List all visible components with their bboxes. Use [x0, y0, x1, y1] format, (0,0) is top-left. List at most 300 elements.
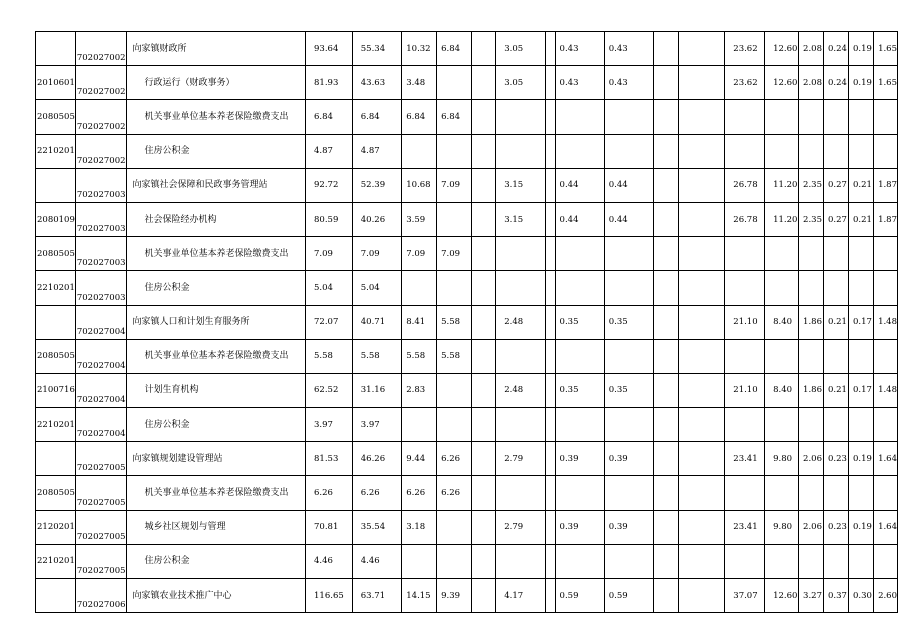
subject-code-cell: [36, 442, 76, 476]
amount-cell: [653, 100, 678, 134]
subject-code-cell: 2100716: [36, 373, 76, 407]
amount-cell: 4.87: [306, 134, 353, 168]
amount-cell: 0.43: [555, 66, 604, 100]
amount-cell: 52.39: [352, 168, 401, 202]
amount-cell: 2.48: [496, 373, 545, 407]
table-row: [36, 305, 898, 339]
amount-cell: [402, 134, 437, 168]
table-row: [36, 442, 898, 476]
amount-cell: 63.71: [352, 579, 401, 613]
amount-cell: [799, 100, 824, 134]
amount-cell: 3.05: [496, 66, 545, 100]
amount-cell: 0.39: [555, 510, 604, 544]
amount-cell: 0.39: [555, 442, 604, 476]
amount-cell: [799, 339, 824, 373]
item-name-cell: 向家镇规划建设管理站: [126, 442, 305, 476]
amount-cell: 9.80: [765, 510, 799, 544]
amount-cell: 23.62: [725, 32, 765, 66]
amount-cell: [496, 476, 545, 510]
amount-cell: 0.23: [824, 510, 849, 544]
amount-cell: [471, 579, 496, 613]
amount-cell: [824, 476, 849, 510]
amount-cell: 0.19: [848, 510, 873, 544]
amount-cell: [765, 271, 799, 305]
amount-cell: [848, 476, 873, 510]
amount-cell: [496, 271, 545, 305]
amount-cell: [555, 100, 604, 134]
amount-cell: [471, 408, 496, 442]
amount-cell: 6.26: [352, 476, 401, 510]
amount-cell: [653, 134, 678, 168]
amount-cell: 26.78: [725, 168, 765, 202]
amount-cell: 0.21: [824, 373, 849, 407]
amount-cell: 0.30: [848, 579, 873, 613]
amount-cell: 2.83: [402, 373, 437, 407]
amount-cell: [653, 339, 678, 373]
amount-cell: [555, 544, 604, 578]
amount-cell: [653, 237, 678, 271]
amount-cell: 2.35: [799, 168, 824, 202]
amount-cell: 5.58: [306, 339, 353, 373]
amount-cell: [545, 373, 555, 407]
unit-code-cell: 702027002: [75, 32, 126, 66]
amount-cell: 4.87: [352, 134, 401, 168]
amount-cell: [679, 100, 725, 134]
amount-cell: [471, 305, 496, 339]
amount-cell: [545, 544, 555, 578]
amount-cell: [824, 100, 849, 134]
amount-cell: 40.26: [352, 202, 401, 236]
amount-cell: 81.53: [306, 442, 353, 476]
amount-cell: [545, 476, 555, 510]
amount-cell: [545, 339, 555, 373]
amount-cell: 0.35: [604, 373, 653, 407]
item-name-cell: 向家镇人口和计划生育服务所: [126, 305, 305, 339]
amount-cell: [555, 476, 604, 510]
amount-cell: 6.26: [306, 476, 353, 510]
amount-cell: [824, 408, 849, 442]
amount-cell: [471, 476, 496, 510]
subject-code-cell: 2210201: [36, 408, 76, 442]
amount-cell: [545, 66, 555, 100]
amount-cell: [848, 271, 873, 305]
amount-cell: [471, 66, 496, 100]
amount-cell: 0.27: [824, 168, 849, 202]
amount-cell: [725, 408, 765, 442]
amount-cell: [765, 408, 799, 442]
amount-cell: [799, 237, 824, 271]
amount-cell: 12.60: [765, 32, 799, 66]
amount-cell: 10.32: [402, 32, 437, 66]
table-row: [36, 339, 898, 373]
amount-cell: [496, 339, 545, 373]
amount-cell: 3.18: [402, 510, 437, 544]
amount-cell: 0.44: [604, 202, 653, 236]
amount-cell: 0.43: [604, 32, 653, 66]
item-name-cell: 机关事业单位基本养老保险缴费支出: [126, 339, 305, 373]
amount-cell: 7.09: [437, 168, 472, 202]
amount-cell: [402, 271, 437, 305]
amount-cell: 5.58: [437, 339, 472, 373]
amount-cell: 1.86: [799, 305, 824, 339]
amount-cell: [679, 373, 725, 407]
table-row: [36, 66, 898, 100]
item-name-cell: 计划生育机构: [126, 373, 305, 407]
amount-cell: 7.09: [306, 237, 353, 271]
amount-cell: [848, 100, 873, 134]
amount-cell: 2.35: [799, 202, 824, 236]
amount-cell: [824, 271, 849, 305]
amount-cell: 116.65: [306, 579, 353, 613]
amount-cell: [799, 134, 824, 168]
amount-cell: [653, 408, 678, 442]
item-name-cell: 机关事业单位基本养老保险缴费支出: [126, 237, 305, 271]
amount-cell: [799, 476, 824, 510]
amount-cell: [496, 134, 545, 168]
subject-code-cell: 2080109: [36, 202, 76, 236]
amount-cell: 0.27: [824, 202, 849, 236]
amount-cell: [545, 168, 555, 202]
subject-code-cell: 2210201: [36, 544, 76, 578]
amount-cell: 0.44: [555, 202, 604, 236]
amount-cell: [653, 32, 678, 66]
subject-code-cell: [36, 32, 76, 66]
amount-cell: 92.72: [306, 168, 353, 202]
amount-cell: [765, 476, 799, 510]
amount-cell: [679, 134, 725, 168]
item-name-cell: 住房公积金: [126, 271, 305, 305]
table-row: [36, 373, 898, 407]
amount-cell: [471, 510, 496, 544]
item-name-cell: 住房公积金: [126, 134, 305, 168]
amount-cell: 0.59: [555, 579, 604, 613]
amount-cell: [679, 442, 725, 476]
amount-cell: [437, 66, 472, 100]
amount-cell: 0.35: [555, 305, 604, 339]
amount-cell: 0.35: [604, 305, 653, 339]
amount-cell: 8.40: [765, 373, 799, 407]
amount-cell: [604, 408, 653, 442]
amount-cell: 23.62: [725, 66, 765, 100]
unit-code-cell: 702027003: [75, 202, 126, 236]
amount-cell: 2.06: [799, 510, 824, 544]
amount-cell: [725, 237, 765, 271]
amount-cell: 0.39: [604, 442, 653, 476]
amount-cell: [874, 544, 898, 578]
unit-code-cell: 702027004: [75, 373, 126, 407]
amount-cell: 7.09: [352, 237, 401, 271]
item-name-cell: 机关事业单位基本养老保险缴费支出: [126, 476, 305, 510]
amount-cell: 0.21: [824, 305, 849, 339]
amount-cell: [471, 373, 496, 407]
table-row: [36, 134, 898, 168]
amount-cell: 6.26: [437, 442, 472, 476]
amount-cell: 0.19: [848, 32, 873, 66]
subject-code-cell: [36, 168, 76, 202]
amount-cell: 37.07: [725, 579, 765, 613]
table-row: [36, 579, 898, 613]
amount-cell: 12.60: [765, 66, 799, 100]
amount-cell: [848, 134, 873, 168]
amount-cell: [555, 134, 604, 168]
unit-code-cell: 702027003: [75, 271, 126, 305]
amount-cell: 55.34: [352, 32, 401, 66]
amount-cell: [874, 237, 898, 271]
amount-cell: [725, 476, 765, 510]
amount-cell: 3.05: [496, 32, 545, 66]
amount-cell: [471, 442, 496, 476]
amount-cell: [848, 544, 873, 578]
amount-cell: 2.79: [496, 510, 545, 544]
table-row: [36, 510, 898, 544]
amount-cell: 40.71: [352, 305, 401, 339]
amount-cell: 1.87: [874, 168, 898, 202]
table-row: [36, 237, 898, 271]
unit-code-cell: 702027003: [75, 237, 126, 271]
amount-cell: 0.21: [848, 168, 873, 202]
amount-cell: 6.84: [437, 32, 472, 66]
amount-cell: [824, 544, 849, 578]
amount-cell: [496, 408, 545, 442]
amount-cell: [679, 476, 725, 510]
amount-cell: 1.48: [874, 305, 898, 339]
amount-cell: 2.06: [799, 442, 824, 476]
amount-cell: 12.60: [765, 579, 799, 613]
item-name-cell: 住房公积金: [126, 408, 305, 442]
unit-code-cell: 702027004: [75, 305, 126, 339]
amount-cell: 0.35: [555, 373, 604, 407]
amount-cell: 0.44: [604, 168, 653, 202]
amount-cell: 9.80: [765, 442, 799, 476]
amount-cell: [604, 476, 653, 510]
amount-cell: 23.41: [725, 510, 765, 544]
amount-cell: [555, 271, 604, 305]
amount-cell: 4.46: [306, 544, 353, 578]
amount-cell: 21.10: [725, 305, 765, 339]
amount-cell: [653, 373, 678, 407]
item-name-cell: 向家镇社会保障和民政事务管理站: [126, 168, 305, 202]
amount-cell: [679, 271, 725, 305]
amount-cell: 4.17: [496, 579, 545, 613]
amount-cell: 2.48: [496, 305, 545, 339]
amount-cell: [471, 339, 496, 373]
amount-cell: [471, 134, 496, 168]
amount-cell: [437, 271, 472, 305]
amount-cell: 3.97: [352, 408, 401, 442]
amount-cell: 7.09: [402, 237, 437, 271]
amount-cell: [874, 339, 898, 373]
amount-cell: 0.23: [824, 442, 849, 476]
amount-cell: [545, 202, 555, 236]
amount-cell: [679, 168, 725, 202]
amount-cell: [679, 32, 725, 66]
amount-cell: 3.97: [306, 408, 353, 442]
amount-cell: 5.04: [306, 271, 353, 305]
amount-cell: [604, 134, 653, 168]
amount-cell: [653, 168, 678, 202]
amount-cell: 1.64: [874, 510, 898, 544]
amount-cell: 80.59: [306, 202, 353, 236]
amount-cell: 2.79: [496, 442, 545, 476]
unit-code-cell: 702027006: [75, 579, 126, 613]
unit-code-cell: 702027002: [75, 100, 126, 134]
amount-cell: [799, 408, 824, 442]
unit-code-cell: 702027002: [75, 134, 126, 168]
amount-cell: [545, 510, 555, 544]
amount-cell: [471, 168, 496, 202]
amount-cell: 14.15: [402, 579, 437, 613]
item-name-cell: 行政运行（财政事务）: [126, 66, 305, 100]
amount-cell: [848, 339, 873, 373]
amount-cell: 11.20: [765, 202, 799, 236]
unit-code-cell: 702027005: [75, 544, 126, 578]
amount-cell: 6.84: [352, 100, 401, 134]
table-row: [36, 476, 898, 510]
amount-cell: 9.39: [437, 579, 472, 613]
amount-cell: 9.44: [402, 442, 437, 476]
amount-cell: [824, 134, 849, 168]
amount-cell: 26.78: [725, 202, 765, 236]
amount-cell: [437, 408, 472, 442]
amount-cell: [799, 271, 824, 305]
amount-cell: [874, 271, 898, 305]
amount-cell: [437, 544, 472, 578]
amount-cell: [545, 579, 555, 613]
amount-cell: 6.84: [306, 100, 353, 134]
subject-code-cell: 2210201: [36, 134, 76, 168]
amount-cell: 0.59: [604, 579, 653, 613]
amount-cell: [874, 408, 898, 442]
amount-cell: 5.58: [437, 305, 472, 339]
amount-cell: 0.21: [848, 202, 873, 236]
unit-code-cell: 702027002: [75, 66, 126, 100]
amount-cell: 10.68: [402, 168, 437, 202]
amount-cell: [799, 544, 824, 578]
subject-code-cell: 2120201: [36, 510, 76, 544]
amount-cell: [725, 339, 765, 373]
amount-cell: [679, 202, 725, 236]
unit-code-cell: 702027004: [75, 408, 126, 442]
amount-cell: [874, 476, 898, 510]
amount-cell: [437, 510, 472, 544]
amount-cell: [765, 134, 799, 168]
amount-cell: [604, 339, 653, 373]
amount-cell: [471, 271, 496, 305]
amount-cell: [679, 544, 725, 578]
subject-code-cell: [36, 305, 76, 339]
amount-cell: 81.93: [306, 66, 353, 100]
amount-cell: [679, 408, 725, 442]
amount-cell: [653, 202, 678, 236]
amount-cell: 21.10: [725, 373, 765, 407]
amount-cell: 31.16: [352, 373, 401, 407]
amount-cell: [653, 544, 678, 578]
amount-cell: [496, 100, 545, 134]
amount-cell: [653, 66, 678, 100]
amount-cell: [653, 579, 678, 613]
amount-cell: 70.81: [306, 510, 353, 544]
amount-cell: 0.17: [848, 305, 873, 339]
subject-code-cell: 2080505: [36, 100, 76, 134]
amount-cell: [765, 339, 799, 373]
unit-code-cell: 702027005: [75, 476, 126, 510]
unit-code-cell: 702027005: [75, 442, 126, 476]
subject-code-cell: 2010601: [36, 66, 76, 100]
amount-cell: [545, 408, 555, 442]
amount-cell: [679, 510, 725, 544]
amount-cell: [765, 100, 799, 134]
amount-cell: 3.48: [402, 66, 437, 100]
amount-cell: [402, 408, 437, 442]
amount-cell: 5.04: [352, 271, 401, 305]
amount-cell: 1.87: [874, 202, 898, 236]
amount-cell: 46.26: [352, 442, 401, 476]
item-name-cell: 向家镇农业技术推广中心: [126, 579, 305, 613]
budget-table: [35, 31, 898, 613]
amount-cell: 0.43: [604, 66, 653, 100]
amount-cell: [471, 32, 496, 66]
amount-cell: [679, 305, 725, 339]
amount-cell: [679, 237, 725, 271]
amount-cell: [765, 544, 799, 578]
amount-cell: [555, 339, 604, 373]
amount-cell: [653, 305, 678, 339]
table-row: [36, 202, 898, 236]
table-row: [36, 168, 898, 202]
amount-cell: [471, 202, 496, 236]
amount-cell: [545, 32, 555, 66]
amount-cell: [545, 100, 555, 134]
amount-cell: [604, 237, 653, 271]
amount-cell: 11.20: [765, 168, 799, 202]
amount-cell: 2.08: [799, 66, 824, 100]
amount-cell: [437, 202, 472, 236]
amount-cell: 5.58: [352, 339, 401, 373]
table-row: [36, 100, 898, 134]
amount-cell: 0.17: [848, 373, 873, 407]
amount-cell: 72.07: [306, 305, 353, 339]
amount-cell: [545, 237, 555, 271]
amount-cell: 7.09: [437, 237, 472, 271]
amount-cell: 35.54: [352, 510, 401, 544]
amount-cell: [874, 100, 898, 134]
amount-cell: [437, 373, 472, 407]
amount-cell: 2.60: [874, 579, 898, 613]
amount-cell: [653, 476, 678, 510]
amount-cell: 8.40: [765, 305, 799, 339]
item-name-cell: 城乡社区规划与管理: [126, 510, 305, 544]
table-row: [36, 408, 898, 442]
amount-cell: [545, 134, 555, 168]
amount-cell: 43.63: [352, 66, 401, 100]
amount-cell: 0.37: [824, 579, 849, 613]
amount-cell: [824, 339, 849, 373]
amount-cell: [653, 271, 678, 305]
amount-cell: 0.39: [604, 510, 653, 544]
amount-cell: 1.86: [799, 373, 824, 407]
amount-cell: [653, 442, 678, 476]
amount-cell: [545, 305, 555, 339]
amount-cell: 6.26: [437, 476, 472, 510]
amount-cell: 6.84: [437, 100, 472, 134]
amount-cell: 23.41: [725, 442, 765, 476]
amount-cell: 93.64: [306, 32, 353, 66]
unit-code-cell: 702027003: [75, 168, 126, 202]
subject-code-cell: [36, 579, 76, 613]
amount-cell: [725, 134, 765, 168]
amount-cell: [555, 237, 604, 271]
amount-cell: 3.15: [496, 168, 545, 202]
